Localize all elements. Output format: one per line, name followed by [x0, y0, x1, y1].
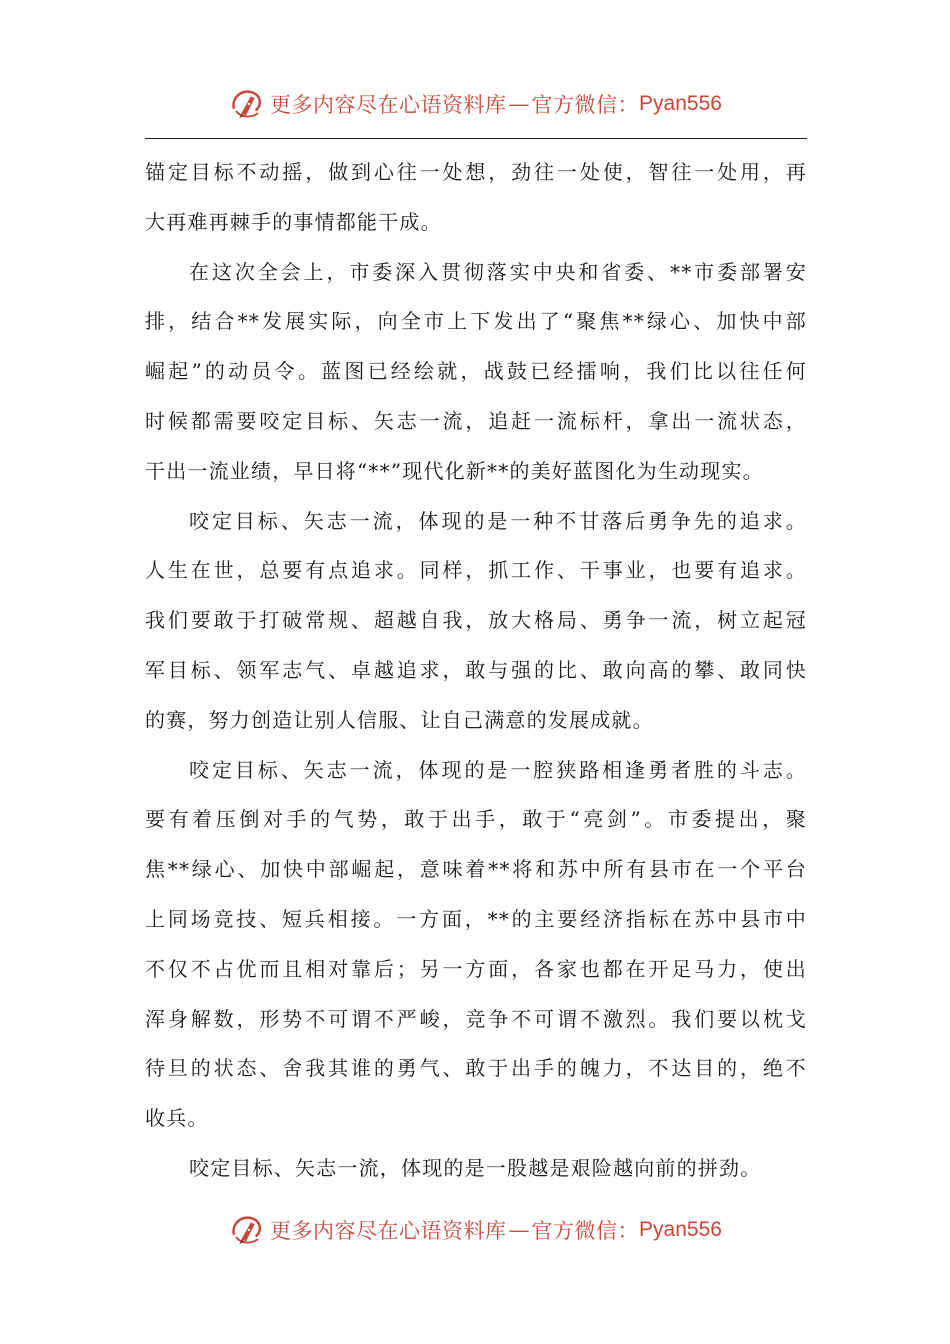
- body-text-line: 排，结合**发展实际，向全市上下发出了“聚焦**绿心、加快中部: [145, 309, 807, 334]
- body-text-line: 焦**绿心、加快中部崛起，意味着**将和苏中所有县市在一个平台: [145, 857, 807, 882]
- footer-banner: [0, 1206, 950, 1254]
- body-text-line: 上同场竞技、短兵相接。一方面，**的主要经济指标在苏中县市中: [145, 906, 807, 931]
- body-text-line: 军目标、领军志气、卓越追求，敢与强的比、敢向高的攀、敢同快: [145, 657, 807, 682]
- footer-wechat-id: Pyan556: [639, 1218, 722, 1241]
- body-text-line: 的赛，努力创造让别人信服、让自己满意的发展成就。: [145, 707, 654, 732]
- document-body: [145, 148, 807, 1194]
- body-text-line: 收兵。: [145, 1106, 209, 1131]
- header-banner: [0, 80, 950, 128]
- footer-site-text: 更多内容尽在心语资料库: [270, 1219, 507, 1243]
- footer-separator: —: [508, 1218, 530, 1242]
- body-text-line: 咬定目标、矢志一流，体现的是一种不甘落后勇争先的追求。: [189, 508, 807, 533]
- body-text-line: 浑身解数，形势不可谓不严峻，竞争不可谓不激烈。我们要以枕戈: [145, 1006, 807, 1031]
- body-text-line: 要有着压倒对手的气势，敢于出手，敢于“亮剑”。市委提出，聚: [145, 807, 807, 832]
- body-text-line: 干出一流业绩，早日将“**”现代化新**的美好蓝图化为生动现实。: [145, 458, 764, 483]
- footer-wechat-label: 官方微信：: [531, 1219, 640, 1243]
- body-text-line: 时候都需要咬定目标、矢志一流，追赶一流标杆，拿出一流状态，: [145, 408, 807, 433]
- header-wechat-label: 官方微信：: [531, 93, 640, 117]
- body-text-line: 咬定目标、矢志一流，体现的是一腔狭路相逢勇者胜的斗志。: [189, 757, 807, 782]
- body-text-line: 崛起”的动员令。蓝图已经绘就，战鼓已经擂响，我们比以往任何: [145, 359, 807, 384]
- pen-nib-swirl-icon: [228, 1211, 266, 1249]
- body-text-line: 锚定目标不动摇，做到心往一处想，劲往一处使，智往一处用，再: [145, 160, 807, 184]
- header-site-text: 更多内容尽在心语资料库: [270, 93, 507, 117]
- body-text-line: 待旦的状态、舍我其谁的勇气、敢于出手的魄力，不达目的，绝不: [145, 1056, 807, 1081]
- header-divider: [145, 138, 807, 139]
- body-text-line: 我们要敢于打破常规、超越自我，放大格局、勇争一流，树立起冠: [145, 608, 807, 633]
- body-text-line: 在这次全会上，市委深入贯彻落实中央和省委、**市委部署安: [189, 259, 807, 284]
- body-text-line: 咬定目标、矢志一流，体现的是一股越是艰险越向前的拼劲。: [189, 1155, 762, 1180]
- header-separator: —: [508, 92, 530, 116]
- body-text-line: 大再难再棘手的事情都能干成。: [145, 209, 442, 234]
- body-text-line: 人生在世，总要有点追求。同样，抓工作、干事业，也要有追求。: [145, 558, 807, 583]
- pen-nib-swirl-icon: [228, 85, 266, 123]
- body-text-line: 不仅不占优而且相对靠后；另一方面，各家也都在开足马力，使出: [145, 956, 807, 981]
- header-wechat-id: Pyan556: [639, 92, 722, 115]
